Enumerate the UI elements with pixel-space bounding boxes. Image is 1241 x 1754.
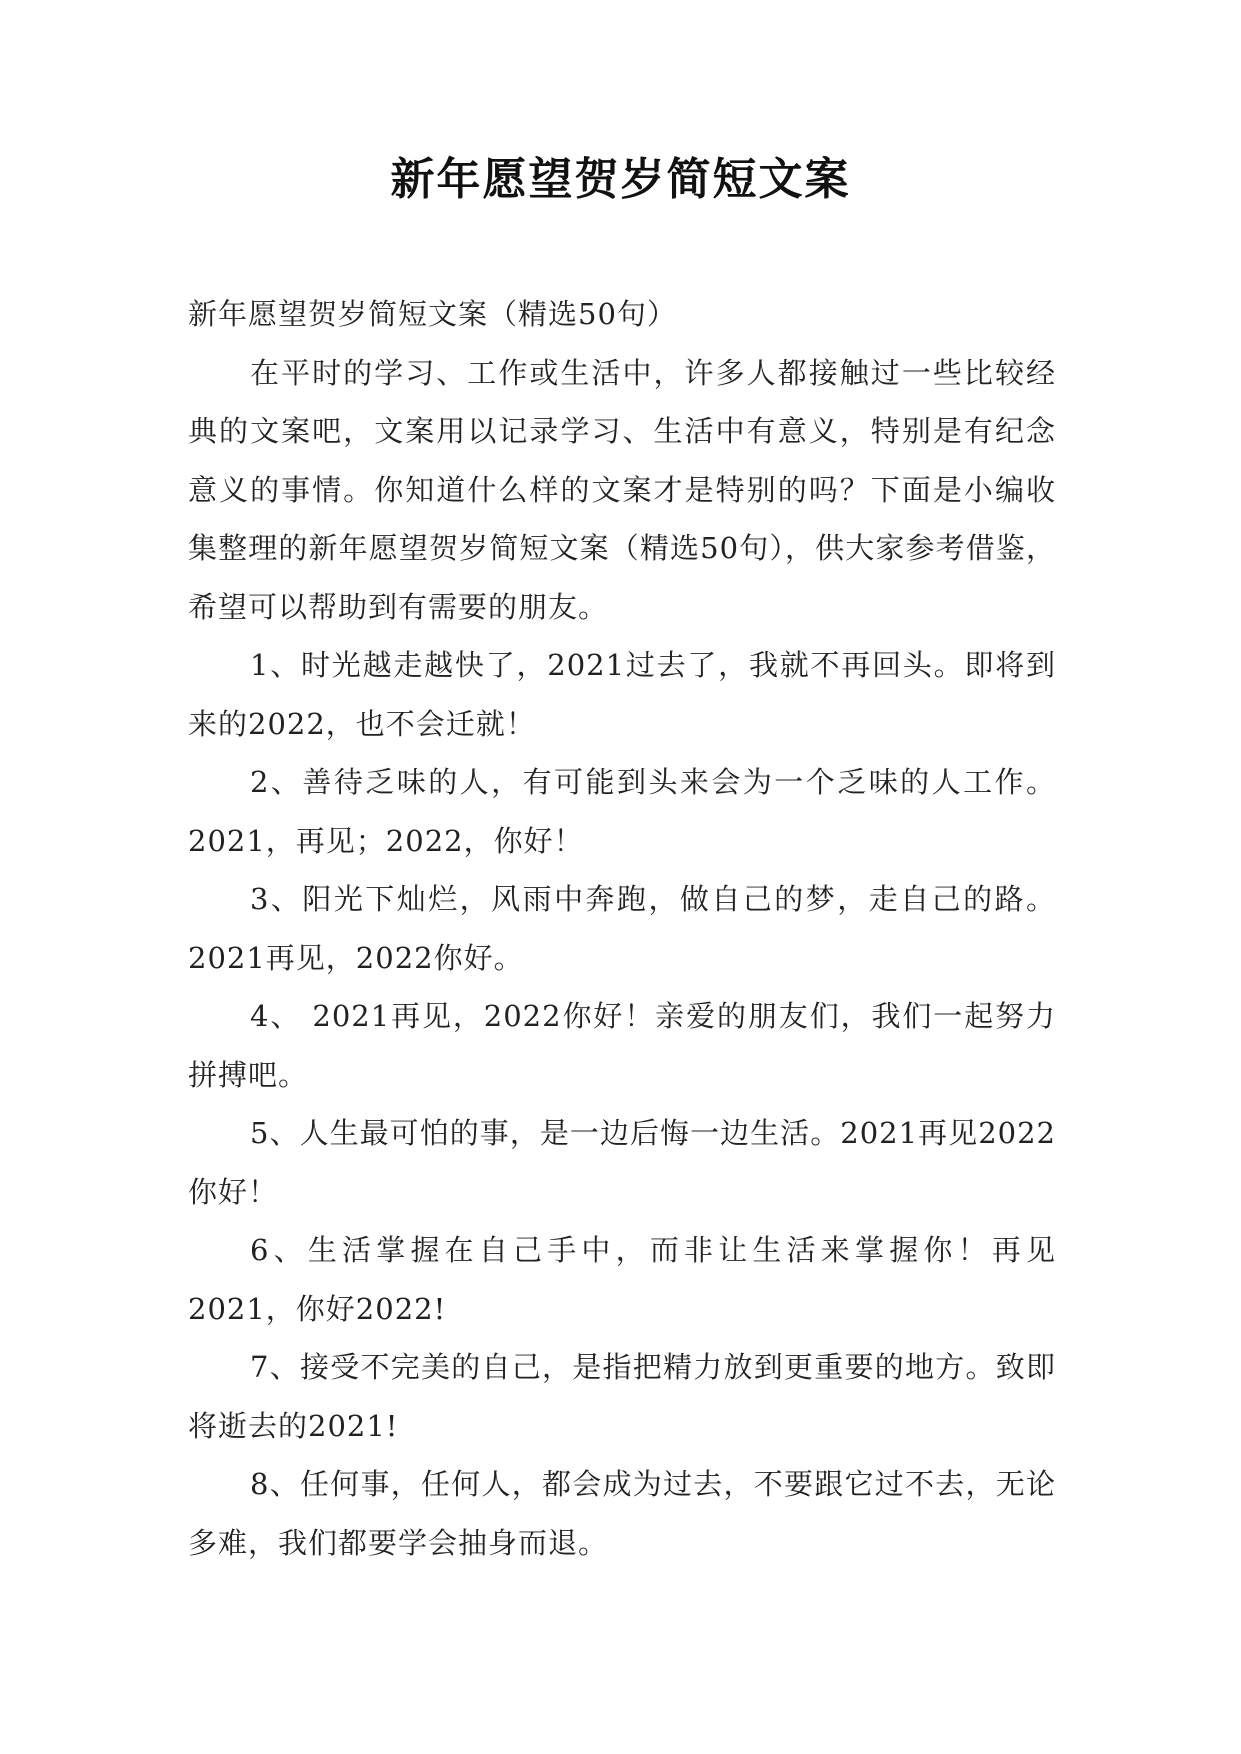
intro-paragraph: 在平时的学习、工作或生活中，许多人都接触过一些比较经典的文案吧，文案用以记录学习、生活中有意义，特别是有纪念意义的事情。你知道什么样的文案才是特别的吗？下面是小编收集整理的新年愿望贺岁简短文案（精选50句），供大家参考借鉴，希望可以帮助到有需要的朋友。 — [188, 355, 1056, 624]
list-item: 6、生活掌握在自己手中，而非让生活来掌握你！再见2021，你好2022! — [188, 1233, 1056, 1326]
list-item: 3、阳光下灿烂，风雨中奔跑，做自己的梦，走自己的路。2021再见，2022你好。 — [188, 882, 1056, 975]
list-item: 1、时光越走越快了，2021过去了，我就不再回头。即将到来的2022，也不会迁就！ — [188, 648, 1056, 741]
document-body — [188, 285, 1056, 1572]
list-item: 4、 2021再见，2022你好！亲爱的朋友们，我们一起努力拼搏吧。 — [188, 999, 1056, 1092]
document-title: 新年愿望贺岁简短文案 — [390, 154, 851, 205]
list-item: 2、善待乏味的人，有可能到头来会为一个乏味的人工作。2021，再见；2022，你好！ — [188, 765, 1056, 858]
list-item: 7、接受不完美的自己，是指把精力放到更重要的地方。致即将逝去的2021! — [188, 1350, 1056, 1443]
document-subtitle: 新年愿望贺岁简短文案（精选50句） — [188, 297, 677, 331]
list-item: 8、任何事，任何人，都会成为过去，不要跟它过不去，无论多难，我们都要学会抽身而退。 — [188, 1467, 1056, 1560]
list-item: 5、人生最可怕的事，是一边后悔一边生活。2021再见2022你好！ — [188, 1116, 1056, 1209]
